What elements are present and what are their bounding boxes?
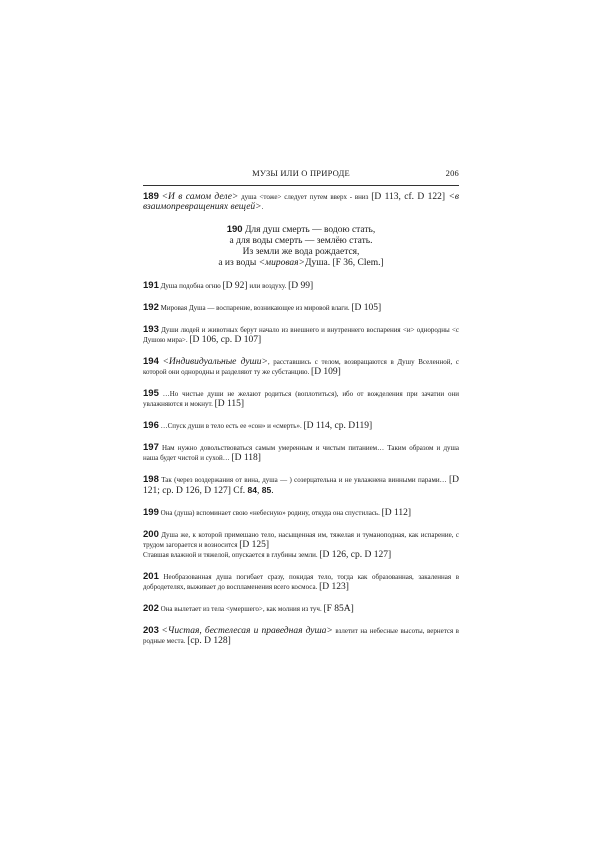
- fragment-text: Так (через воздержания от вина, душа — ) созерцательна и не увлажнена винными парами…: [158, 476, 449, 484]
- fragment-number: 191: [143, 280, 159, 291]
- fragment-reference: [D 114, cp. D119]: [303, 421, 373, 431]
- fragment-number: 190: [226, 224, 243, 235]
- fragment-201: [143, 572, 459, 592]
- verse-line: [143, 258, 459, 269]
- fragment-reference: [D 125]: [239, 540, 270, 550]
- fragment-emphasis-2: <в взаимопревращениях вещей>: [143, 192, 459, 212]
- fragment-emphasis: <мировая>: [258, 258, 305, 268]
- separator: ,: [256, 486, 262, 496]
- fragment-tail: .: [271, 486, 274, 496]
- cross-reference: 84: [247, 485, 257, 495]
- fragment-reference: [D 112]: [381, 508, 412, 518]
- fragment-195: [143, 389, 459, 409]
- fragment-tail: .: [261, 203, 264, 211]
- fragment-number: 194: [143, 356, 159, 367]
- fragment-text: Души людей и животных берут начало из внешнего и внутреннего воспарения <и> однородны <с Душою мира>.: [143, 326, 459, 344]
- fragment-reference: [D 113, cf. D 122]: [371, 192, 446, 202]
- fragment-189: [143, 192, 459, 212]
- fragment-200: [143, 530, 459, 560]
- fragment-text: …Спуск души в тело есть ее «сон» и «смерть».: [158, 422, 304, 430]
- cross-reference: 85: [261, 485, 272, 495]
- verse-text: Для душ смерть — водою стать,: [244, 225, 376, 235]
- fragment-reference: [cp. D 128]: [187, 636, 231, 646]
- fragment-reference: [D 106, cp. D 107]: [189, 335, 262, 345]
- document-page: [143, 168, 459, 658]
- fragment-text: Ставшая влажной и тяжелой, опускается в глубины земли.: [143, 551, 320, 559]
- fragment-text: , расставшись с телом, возвращаются в Душу Вселенной, с которой они однородны и разделяют ту же субстанцию.: [143, 358, 460, 376]
- fragment-192: [143, 303, 459, 313]
- page-number: 206: [445, 168, 459, 178]
- fragment-194: [143, 357, 459, 377]
- fragment-text: …Но чистые души не желают родиться (воплотиться), ибо от вожделения при зачатии они увлажняются и мокнут.: [143, 390, 459, 408]
- fragment-reference: [D 105]: [351, 303, 382, 313]
- verse-line: Из земли же вода рождается,: [242, 247, 360, 257]
- fragment-197: [143, 443, 459, 463]
- fragment-text: душа <тоже> следует путем вверх - вниз: [238, 193, 372, 201]
- fragment-reference: [D 109]: [311, 367, 341, 377]
- fragment-text: Необразованная душа погибает сразу, покидая тело, тогда как образованная, закаленная в добродетелях, выживает до воспламенения всего космоса.: [143, 573, 459, 591]
- fragment-emphasis: <Чистая, бестелесая и праведная душа>: [161, 626, 333, 636]
- fragment-198: [143, 475, 459, 496]
- fragment-number: 197: [143, 442, 159, 453]
- verse-text: а из воды: [218, 258, 259, 268]
- fragment-reference: [F 85A]: [323, 604, 354, 614]
- fragment-text: Нам нужно довольствоваться самым умеренным и чистым питанием… Таким образом и душа наша будет чистой и сухой…: [143, 444, 459, 462]
- fragment-number: 195: [143, 388, 159, 399]
- fragment-number: 200: [143, 529, 159, 540]
- fragment-202: [143, 604, 459, 614]
- header-rule: [143, 185, 459, 186]
- fragment-text: Мировая Душа — воспарение, возникающее из мировой влаги.: [158, 304, 352, 312]
- fragment-reference: [D 115]: [214, 399, 245, 409]
- fragment-199: [143, 508, 459, 518]
- fragment-number: 201: [143, 571, 159, 582]
- fragment-reference: [D 99]: [288, 281, 314, 291]
- fragment-number: 198: [143, 474, 159, 485]
- fragment-text: Душа подобна огню: [158, 282, 223, 290]
- fragment-193: [143, 325, 459, 345]
- fragment-reference: [D 118]: [231, 453, 261, 463]
- fragment-number: 196: [143, 420, 159, 431]
- fragment-text: Она (душа) вспоминает свою «небесную» родину, откуда она спустилась.: [158, 509, 382, 517]
- fragment-reference: [D 126, cp. D 127]: [319, 550, 392, 560]
- fragment-text: Она вылетает из тела <умершего>, как молния из туч.: [158, 605, 324, 613]
- fragment-number: 192: [143, 302, 159, 313]
- fragment-number: 193: [143, 324, 159, 335]
- fragment-reference: [D 121; cp. D 126, D 127] Cf.: [143, 475, 459, 496]
- fragment-text: или воздуху.: [247, 282, 289, 290]
- fragment-text: взлетит на небесные высоты, вернется в родные места.: [143, 627, 459, 645]
- verse-text: Душа. [F 36, Clem.]: [304, 258, 384, 268]
- fragment-number: 199: [143, 507, 159, 518]
- fragment-number: 189: [143, 191, 159, 202]
- verse-line: а для воды смерть — землёю стать.: [229, 236, 373, 246]
- fragment-number: 202: [143, 603, 159, 614]
- running-title: МУЗЫ ИЛИ О ПРИРОДЕ: [252, 168, 350, 178]
- fragment-emphasis: <И в самом деле>: [161, 192, 239, 202]
- fragment-191: [143, 281, 459, 291]
- fragment-reference: [D 92]: [222, 281, 248, 291]
- fragment-text: Душа же, к которой примешано тело, насыщенная им, тяжелая и туманоподная, как испарение, с трудом загорается и возносится: [143, 531, 459, 549]
- fragment-number: 203: [143, 625, 159, 636]
- fragment-reference: [D 123]: [319, 582, 349, 592]
- fragment-203: [143, 626, 459, 646]
- fragment-subparagraph: [143, 550, 459, 560]
- fragment-190: [143, 224, 459, 269]
- running-head: [143, 168, 459, 182]
- verse-line: [143, 224, 459, 236]
- fragment-196: [143, 421, 459, 431]
- fragment-emphasis: <Индивидуальные души>: [162, 357, 268, 367]
